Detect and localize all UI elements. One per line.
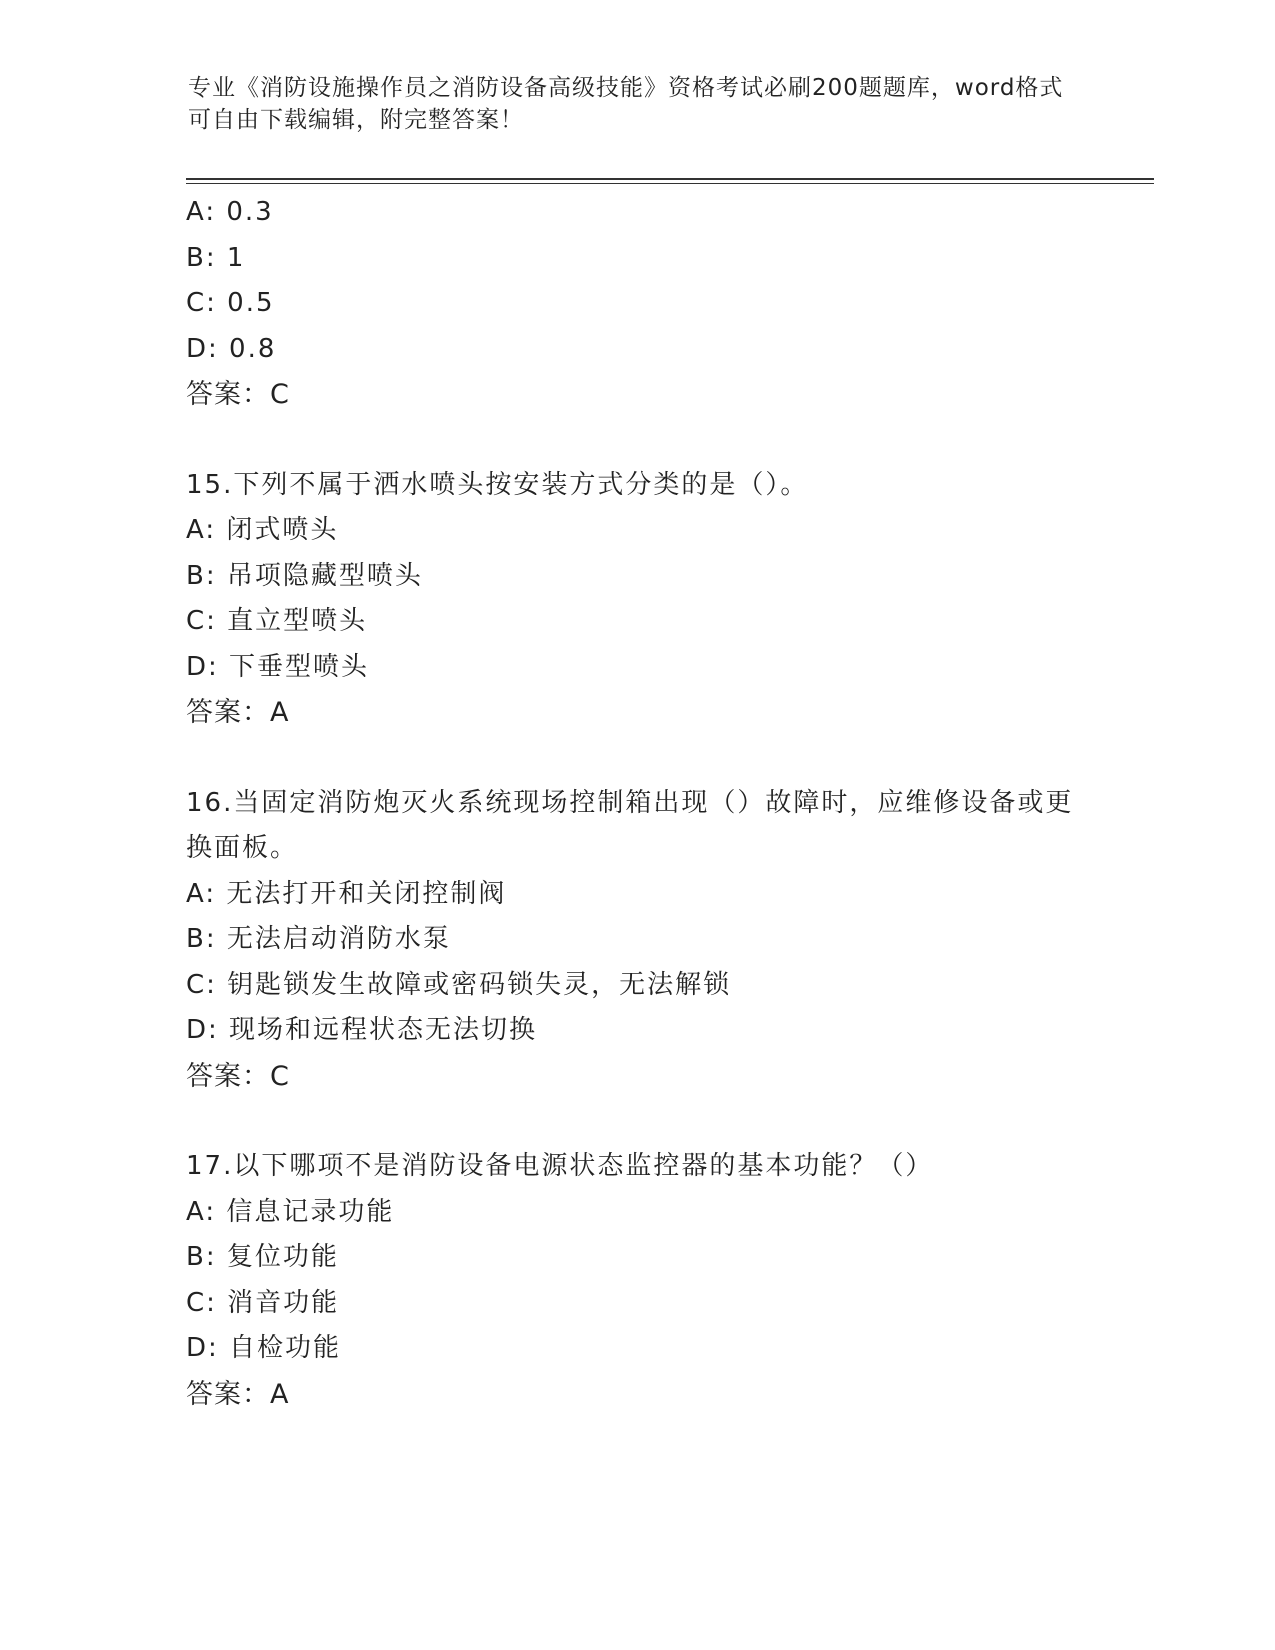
option-d: D: 现场和远程状态无法切换 — [186, 1015, 538, 1045]
option-a: A: 信息记录功能 — [186, 1196, 395, 1227]
question-stem: 16.当固定消防炮灭火系统现场控制箱出现（）故障时，应维修设备或更换面板。 — [186, 787, 1074, 863]
question-continuation — [186, 190, 1086, 418]
option-c: C: 0.5 — [186, 288, 275, 318]
option-d: D: 下垂型喷头 — [186, 651, 370, 682]
option-b: B: 复位功能 — [186, 1242, 339, 1272]
question-stem: 15.下列不属于洒水喷头按安装方式分类的是（）。 — [186, 469, 809, 500]
question-stem: 17.以下哪项不是消防设备电源状态监控器的基本功能？（） — [186, 1151, 934, 1181]
option-a: A: 0.3 — [186, 197, 274, 227]
option-c: C: 钥匙锁发生故障或密码锁失灵，无法解锁 — [186, 969, 732, 1000]
option-b: B: 1 — [186, 242, 246, 273]
question-16 — [186, 781, 1086, 1100]
answer-line: 答案：C — [186, 379, 290, 410]
question-list — [186, 190, 1086, 1417]
answer-line: 答案：C — [186, 1060, 290, 1092]
option-a: A: 无法打开和关闭控制阀 — [186, 878, 507, 909]
option-b: B: 无法启动消防水泵 — [186, 924, 451, 954]
answer-line: 答案：A — [186, 1378, 290, 1410]
document-header: 专业《消防设施操作员之消防设备高级技能》资格考试必刷200题题库，word格式可自由下载编辑，附完整答案！ — [188, 75, 1064, 133]
option-a: A: 闭式喷头 — [186, 515, 339, 545]
question-15 — [186, 463, 1086, 736]
question-17 — [186, 1144, 1086, 1417]
option-d: D: 0.8 — [186, 333, 277, 364]
option-c: C: 消音功能 — [186, 1287, 340, 1318]
option-b: B: 吊项隐藏型喷头 — [186, 560, 423, 591]
answer-line: 答案：A — [186, 697, 290, 728]
option-d: D: 自检功能 — [186, 1333, 342, 1363]
option-c: C: 直立型喷头 — [186, 606, 368, 636]
header-divider — [186, 178, 1154, 184]
